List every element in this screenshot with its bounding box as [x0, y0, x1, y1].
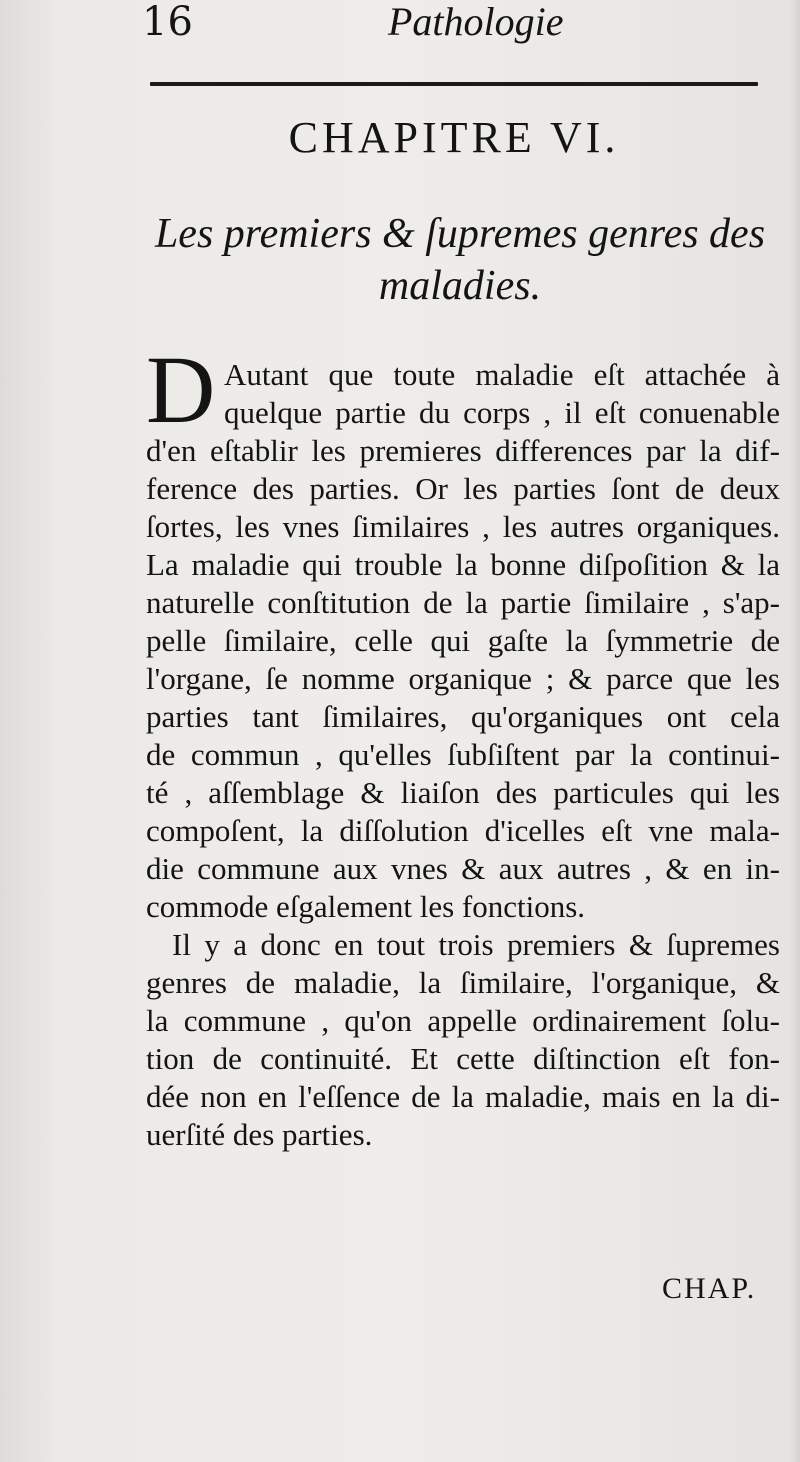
- text-line: la commune , qu'on appelle ordinairement ſolu-: [146, 1003, 780, 1038]
- text-line: dée non en l'eſſence de la maladie, mais en la di-: [146, 1079, 780, 1114]
- text-line: Autant que toute maladie eſt attachée à: [224, 357, 780, 392]
- chapter-subtitle: [140, 208, 780, 312]
- text-line: ference des parties. Or les parties ſont de deux: [146, 471, 780, 506]
- running-head: [0, 0, 800, 60]
- chapter-heading: CHAPITRE VI.: [288, 113, 620, 162]
- text-line: d'en eſtablir les premieres differences par la dif-: [146, 433, 780, 468]
- text-line: die commune aux vnes & aux autres , & en in-: [146, 851, 780, 886]
- text-line: ſortes, les vnes ſimilaires , les autres organiques.: [146, 509, 780, 544]
- text-line: té , aſſemblage & liaiſon des particules qui les: [146, 775, 780, 810]
- chapter-subtitle-line-2: maladies.: [378, 263, 542, 309]
- catchword: CHAP.: [662, 1272, 757, 1305]
- drop-cap: D: [146, 336, 216, 443]
- text-line: compoſent, la diſſolution d'icelles eſt vne mala-: [146, 813, 780, 848]
- text-line: pelle ſimilaire, celle qui gaſte la ſymmetrie de: [146, 623, 780, 658]
- page-number: 16: [142, 0, 193, 45]
- text-line: l'organe, ſe nomme organique ; & parce que les: [146, 661, 780, 696]
- body-text: [146, 356, 780, 1154]
- chapter-subtitle-line-1: Les premiers & ſupremes genres des: [154, 211, 766, 257]
- text-line: tion de continuité. Et cette diſtinction eſt fon-: [146, 1041, 780, 1076]
- text-line: parties tant ſimilaires, qu'organiques ont cela: [146, 699, 780, 734]
- paragraph-1: [146, 356, 780, 926]
- header-rule: [150, 82, 758, 86]
- running-title: Pathologie: [388, 0, 564, 44]
- text-line: La maladie qui trouble la bonne diſpoſition & la: [146, 547, 780, 582]
- text-line: genres de maladie, la ſimilaire, l'organique, &: [146, 965, 780, 1000]
- text-line: quelque partie du corps , il eſt conuenable: [224, 395, 780, 430]
- text-line: commode eſgalement les fonctions.: [146, 889, 586, 924]
- text-line: Il y a donc en tout trois premiers & ſupremes: [172, 927, 780, 962]
- text-line: de commun , qu'elles ſubſiſtent par la continui-: [146, 737, 780, 772]
- paragraph-2: [146, 926, 780, 1154]
- text-line: naturelle conſtitution de la partie ſimilaire , s'ap-: [146, 585, 780, 620]
- text-line: uerſité des parties.: [146, 1117, 373, 1152]
